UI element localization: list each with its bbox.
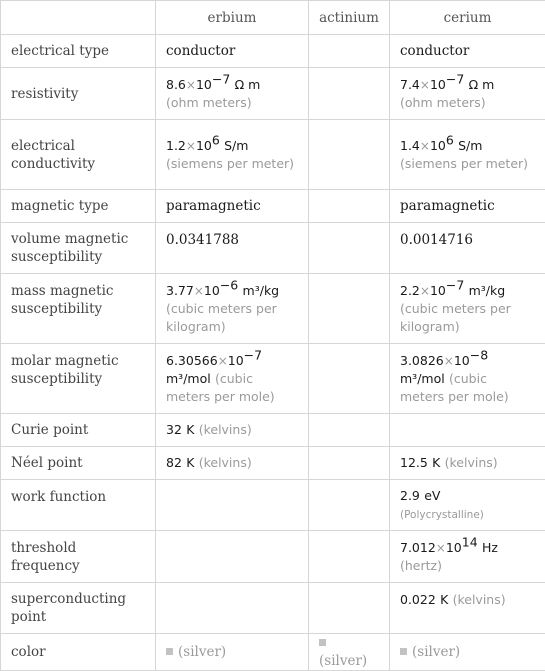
cerium-value: 12.5 K (kelvins) — [390, 447, 545, 480]
cerium-value: 0.022 K (kelvins) — [390, 583, 545, 634]
cerium-value: paramagnetic — [390, 190, 545, 223]
actinium-value — [309, 190, 390, 223]
cerium-value: 0.0014716 — [390, 223, 545, 274]
cerium-value — [390, 414, 545, 447]
row-label: work function — [1, 480, 156, 531]
row-label: Néel point — [1, 447, 156, 480]
cerium-value: $2.2\times 10^{-7}$ m³/kg (cubic meters per kilogram) — [390, 274, 545, 344]
erbium-value: (silver) — [156, 634, 309, 671]
row-label: volume magnetic susceptibility — [1, 223, 156, 274]
row-label: color — [1, 634, 156, 671]
table-row — [1, 531, 545, 583]
actinium-value — [309, 68, 390, 120]
table-row — [1, 223, 545, 274]
table-row — [1, 583, 545, 634]
erbium-value: paramagnetic — [156, 190, 309, 223]
table-row — [1, 634, 545, 671]
actinium-value — [309, 583, 390, 634]
row-label: mass magnetic susceptibility — [1, 274, 156, 344]
cerium-value: $1.4\times 10^6$ S/m (siemens per meter) — [390, 120, 545, 190]
cerium-value: conductor — [390, 35, 545, 68]
row-label: molar magnetic susceptibility — [1, 344, 156, 414]
color-swatch — [400, 648, 407, 655]
corner-cell — [1, 1, 156, 35]
actinium-value — [309, 414, 390, 447]
cerium-value: (silver) — [390, 634, 545, 671]
actinium-value — [309, 35, 390, 68]
row-label: superconducting point — [1, 583, 156, 634]
row-label: Curie point — [1, 414, 156, 447]
row-label: magnetic type — [1, 190, 156, 223]
column-header-actinium: actinium — [309, 1, 390, 35]
erbium-value: $8.6\times 10^{-7}$ Ω m (ohm meters) — [156, 68, 309, 120]
column-header-erbium: erbium — [156, 1, 309, 35]
color-swatch — [166, 648, 173, 655]
actinium-value: (silver) — [309, 634, 390, 671]
row-label: threshold frequency — [1, 531, 156, 583]
table-row — [1, 480, 545, 531]
cerium-value: $3.0826\times 10^{-8}$ m³/mol (cubic meters per mole) — [390, 344, 545, 414]
color-swatch — [319, 639, 326, 646]
actinium-value — [309, 274, 390, 344]
actinium-value — [309, 480, 390, 531]
table-row — [1, 35, 545, 68]
table-row — [1, 447, 545, 480]
table-row — [1, 120, 545, 190]
erbium-value — [156, 583, 309, 634]
cerium-value: $7.4\times 10^{-7}$ Ω m (ohm meters) — [390, 68, 545, 120]
table-row — [1, 344, 545, 414]
cerium-value: $7.012\times 10^{14}$ Hz (hertz) — [390, 531, 545, 583]
actinium-value — [309, 531, 390, 583]
column-header-cerium: cerium — [390, 1, 545, 35]
table-row — [1, 274, 545, 344]
erbium-value: $1.2\times 10^6$ S/m (siemens per meter) — [156, 120, 309, 190]
cerium-value: 2.9 eV (Polycrystalline) — [390, 480, 545, 531]
actinium-value — [309, 223, 390, 274]
erbium-value: 82 K (kelvins) — [156, 447, 309, 480]
actinium-value — [309, 120, 390, 190]
erbium-value: conductor — [156, 35, 309, 68]
erbium-value — [156, 480, 309, 531]
table-row — [1, 68, 545, 120]
row-label: electrical conductivity — [1, 120, 156, 190]
erbium-value: $3.77\times 10^{-6}$ m³/kg (cubic meters per kilogram) — [156, 274, 309, 344]
row-label: electrical type — [1, 35, 156, 68]
table-row — [1, 190, 545, 223]
erbium-value: 0.0341788 — [156, 223, 309, 274]
erbium-value: $6.30566\times 10^{-7}$ m³/mol (cubic meters per mole) — [156, 344, 309, 414]
erbium-value — [156, 531, 309, 583]
erbium-value: 32 K (kelvins) — [156, 414, 309, 447]
actinium-value — [309, 447, 390, 480]
header-row — [1, 1, 545, 35]
table-row — [1, 414, 545, 447]
row-label: resistivity — [1, 68, 156, 120]
actinium-value — [309, 344, 390, 414]
